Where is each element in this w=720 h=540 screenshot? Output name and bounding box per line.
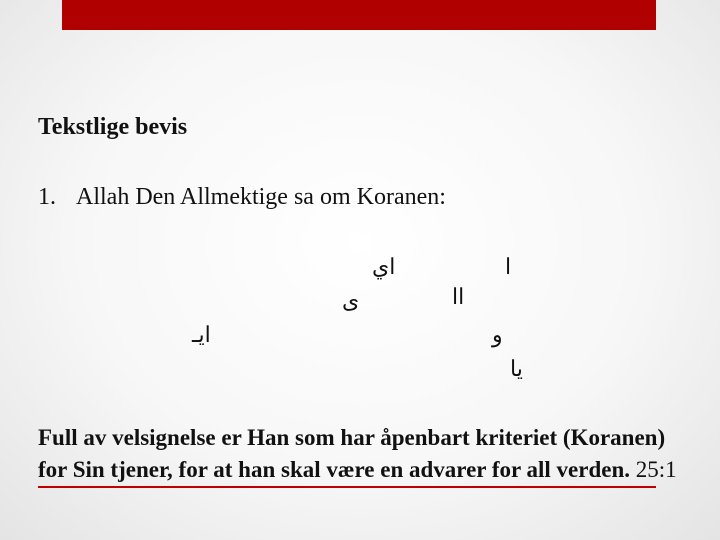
list-item-number: 1.: [38, 184, 56, 210]
verse-reference: 25:1: [635, 457, 677, 482]
list-item: [38, 184, 446, 211]
top-accent-bar: [62, 0, 656, 30]
verse-translation: [38, 422, 688, 486]
arabic-fragment: اي: [372, 254, 396, 279]
slide-heading: Tekstlige bevis: [38, 114, 188, 140]
arabic-fragment: ا: [505, 254, 512, 279]
arabic-fragment: و: [492, 322, 503, 347]
red-underline: [38, 486, 656, 488]
list-item-text: Allah Den Allmektige sa om Koranen:: [76, 184, 446, 210]
arabic-fragment: اا: [452, 284, 465, 309]
translation-text: Full av velsignelse er Han som har åpenbart kriteriet (Koranen) for Sin tjener, for at han skal være en advarer for all verden.: [38, 425, 666, 482]
arabic-fragment: ى: [342, 288, 360, 313]
arabic-fragment: ايـ: [192, 322, 211, 347]
arabic-fragment: يا: [510, 356, 523, 381]
